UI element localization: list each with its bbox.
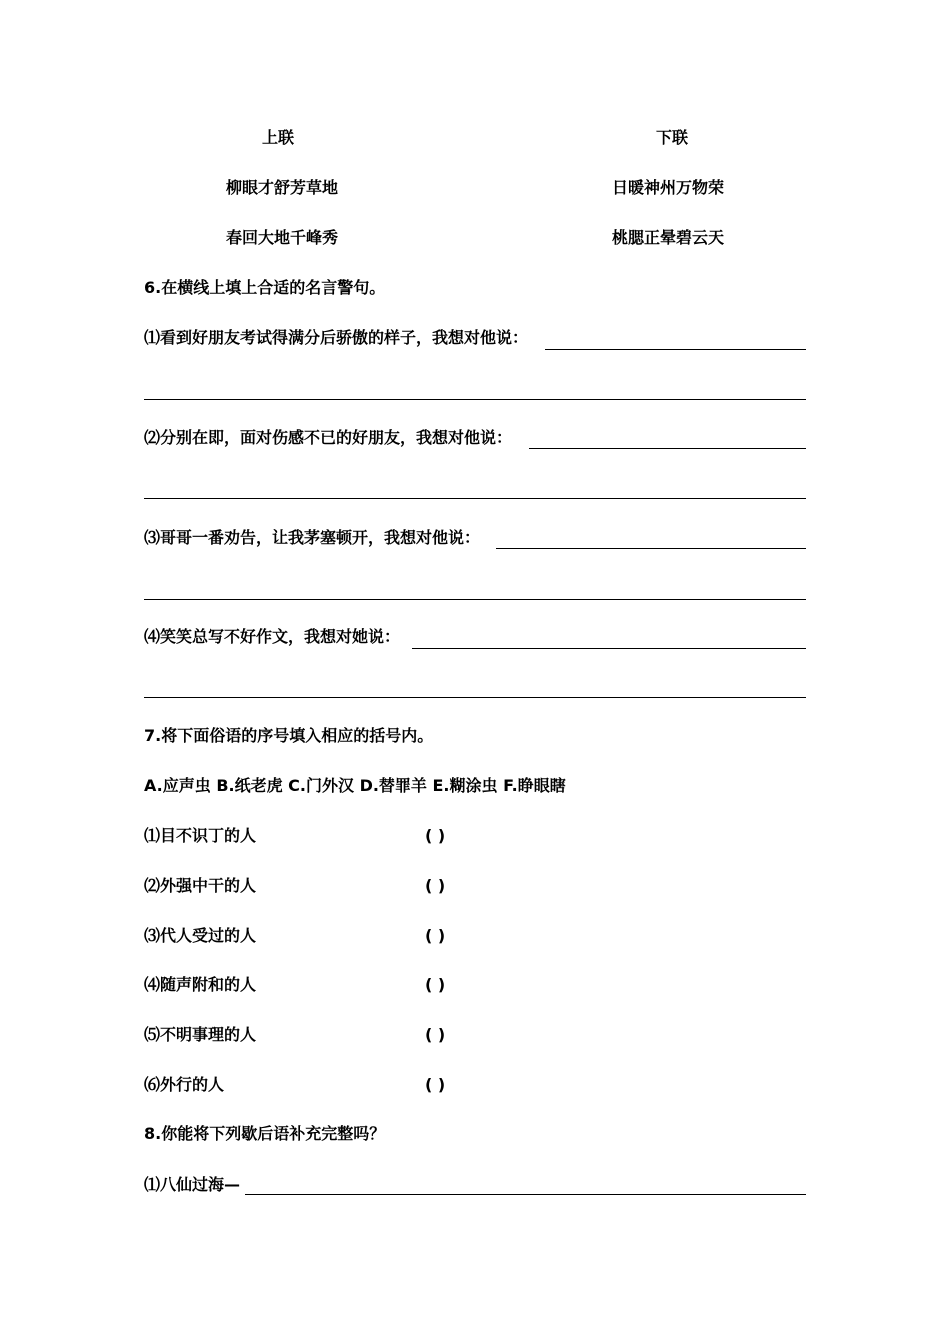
q6-item-2-label: ⑵分别在即，面对伤感不已的好朋友，我想对他说： <box>144 428 513 447</box>
q7-item-5-answer-paren[interactable]: ( ) <box>425 1025 446 1044</box>
q7-item-2-answer-paren[interactable]: ( ) <box>425 876 446 895</box>
q6-item-1-answer-line-a[interactable] <box>545 349 806 350</box>
q7-title: 7.将下面俗语的序号填入相应的括号内。 <box>144 726 434 745</box>
q6-item-3-answer-line-b[interactable] <box>144 599 806 600</box>
q6-item-3-label: ⑶哥哥一番劝告，让我茅塞顿开，我想对他说： <box>144 528 481 547</box>
q6-item-4-label: ⑷笑笑总写不好作文，我想对她说： <box>144 627 401 646</box>
q7-options: A.应声虫 B.纸老虎 C.门外汉 D.替罪羊 E.糊涂虫 F.睁眼瞎 <box>144 776 566 795</box>
couplet-upper-2: 春回大地千峰秀 <box>225 228 338 247</box>
q7-item-3-answer-paren[interactable]: ( ) <box>425 926 446 945</box>
couplet-lower-1: 日暖神州万物荣 <box>611 178 724 197</box>
q7-item-5-label: ⑸不明事理的人 <box>144 1025 257 1044</box>
q6-item-4-answer-line-a[interactable] <box>412 648 806 649</box>
q8-item-1-answer-line[interactable] <box>245 1194 806 1195</box>
q7-item-6-answer-paren[interactable]: ( ) <box>425 1075 446 1094</box>
couplet-header-lower: 下联 <box>655 128 688 147</box>
q6-item-1-label: ⑴看到好朋友考试得满分后骄傲的样子，我想对他说： <box>144 328 529 347</box>
q6-item-1-answer-line-b[interactable] <box>144 399 806 400</box>
q6-item-2-answer-line-b[interactable] <box>144 498 806 499</box>
q7-item-6-label: ⑹外行的人 <box>144 1075 225 1094</box>
q7-item-2-label: ⑵外强中干的人 <box>144 876 257 895</box>
q8-title: 8.你能将下列歇后语补充完整吗？ <box>144 1124 386 1143</box>
q7-item-1-answer-paren[interactable]: ( ) <box>425 826 446 845</box>
q7-item-1-label: ⑴目不识丁的人 <box>144 826 257 845</box>
q7-item-4-label: ⑷随声附和的人 <box>144 975 257 994</box>
q6-title: 6.在横线上填上合适的名言警句。 <box>144 278 386 297</box>
couplet-upper-1: 柳眼才舒芳草地 <box>225 178 338 197</box>
couplet-lower-2: 桃腮正晕碧云天 <box>611 228 724 247</box>
q6-item-2-answer-line-a[interactable] <box>529 448 806 449</box>
q8-item-1-label: ⑴八仙过海— <box>144 1175 241 1194</box>
q6-item-3-answer-line-a[interactable] <box>496 548 806 549</box>
couplet-header-upper: 上联 <box>261 128 294 147</box>
q7-item-3-label: ⑶代人受过的人 <box>144 926 257 945</box>
q6-item-4-answer-line-b[interactable] <box>144 697 806 698</box>
q7-item-4-answer-paren[interactable]: ( ) <box>425 975 446 994</box>
